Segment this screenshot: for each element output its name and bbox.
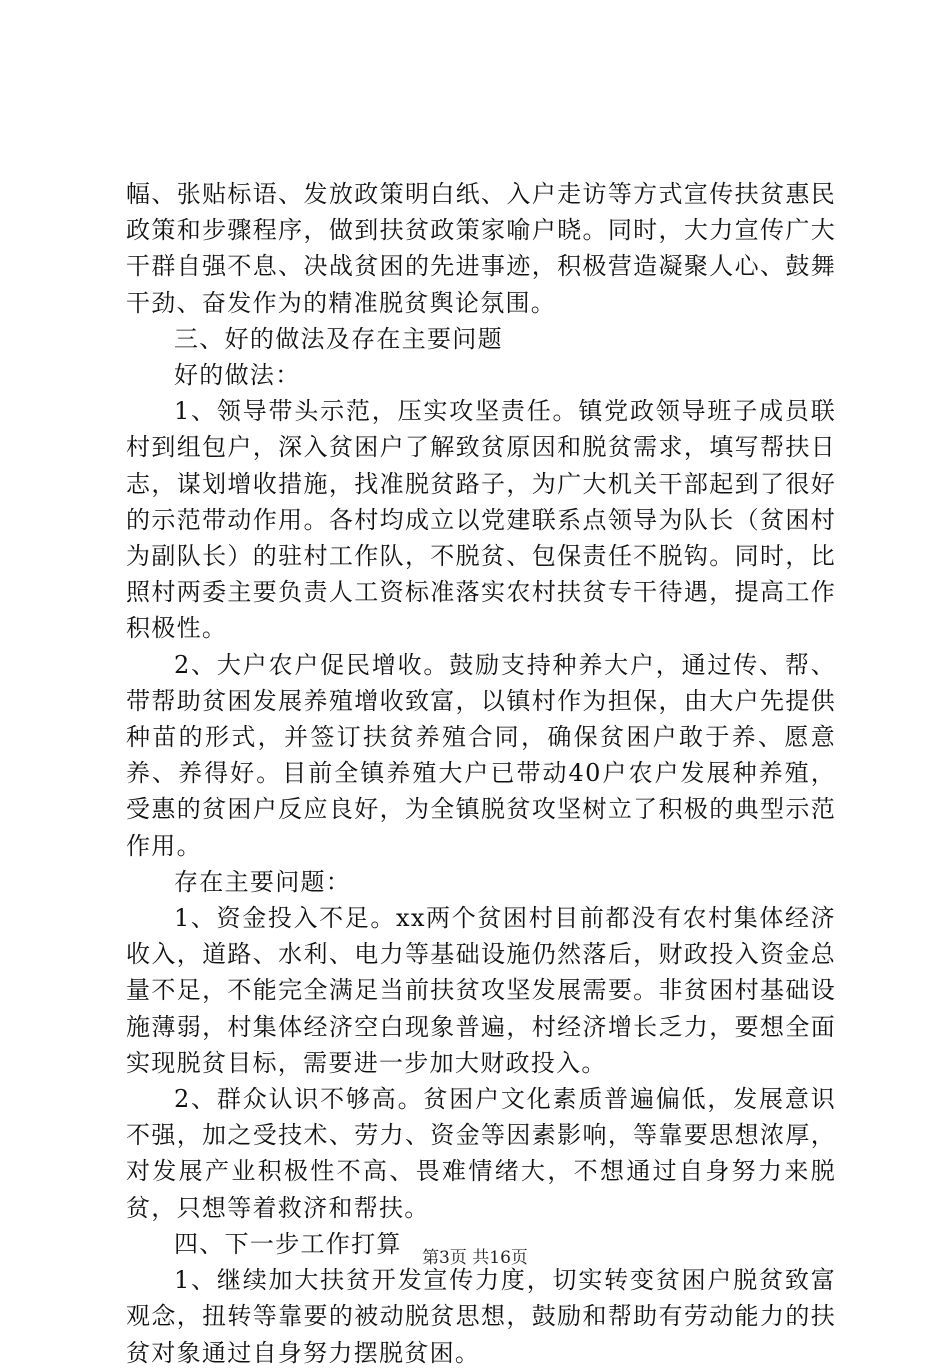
section-heading-next-steps: 四、下一步工作打算 (174, 1229, 402, 1258)
paragraph-continued-publicity: 幅、张贴标语、发放政策明白纸、入户走访等方式宣传扶贫惠民政策和步骤程序，做到扶贫政策家喻户晓。同时，大力宣传广大干群自强不息、决战贫困的先进事迹，积极营造凝聚人心、鼓舞干劲、奋发作为的精准脱贫舆论氛围。 (126, 180, 836, 317)
paragraph-large-households-income: 2、大户农户促民增收。鼓励支持种养大户，通过传、帮、带帮助贫困发展养殖增收致富，以镇村作为担保，由大户先提供种苗的形式，并签订扶贫养殖合同，确保贫困户敢于养、愿意养、养得好。目前全镇养殖大户已带动40户农户发展种养殖，受惠的贫困户反应良好，为全镇脱贫攻坚树立了积极的典型示范作用。 (126, 650, 836, 860)
paragraph-low-awareness: 2、群众认识不够高。贫困户文化素质普遍偏低，发展意识不强，加之受技术、劳力、资金等因素影响，等靠要思想浓厚，对发展产业积极性不高、畏难情绪大，不想通过自身努力来脱贫，只想等着救济和帮扶。 (126, 1085, 836, 1222)
paragraph-publicity-next-step: 1、继续加大扶贫开发宣传力度，切实转变贫困户脱贫致富观念，扭转等靠要的被动脱贫思想，鼓励和帮助有劳动能力的扶贫对象通过自身努力摆脱贫困。 (126, 1266, 836, 1367)
page-number-footer: 第3页 共16页 (422, 1248, 528, 1268)
paragraph-insufficient-funding: 1、资金投入不足。xx两个贫困村目前都没有农村集体经济收入，道路、水利、电力等基础设施仍然落后，财政投入资金总量不足，不能完全满足当前扶贫攻坚发展需要。非贫困村基础设施薄弱，村集体经济空白现象普遍，村经济增长乏力，要想全面实现脱贫目标，需要进一步加大财政投入。 (126, 904, 836, 1077)
subheading-main-problems: 存在主要问题： (174, 867, 352, 896)
document-body (126, 176, 836, 1371)
subheading-good-practices: 好的做法： (174, 361, 301, 390)
paragraph-leadership-demonstration: 1、领导带头示范，压实攻坚责任。镇党政领导班子成员联村到组包户，深入贫困户了解致贫原因和脱贫需求，填写帮扶日志，谋划增收措施，找准脱贫路子，为广大机关干部起到了很好的示范带动作用。各村均成立以党建联系点领导为队长（贫困村为副队长）的驻村工作队，不脱贫、包保责任不脱钩。同时，比照村两委主要负责人工资标准落实农村扶贫专干待遇，提高工作积极性。 (126, 397, 836, 643)
section-heading-practices-and-problems: 三、好的做法及存在主要问题 (174, 324, 503, 353)
